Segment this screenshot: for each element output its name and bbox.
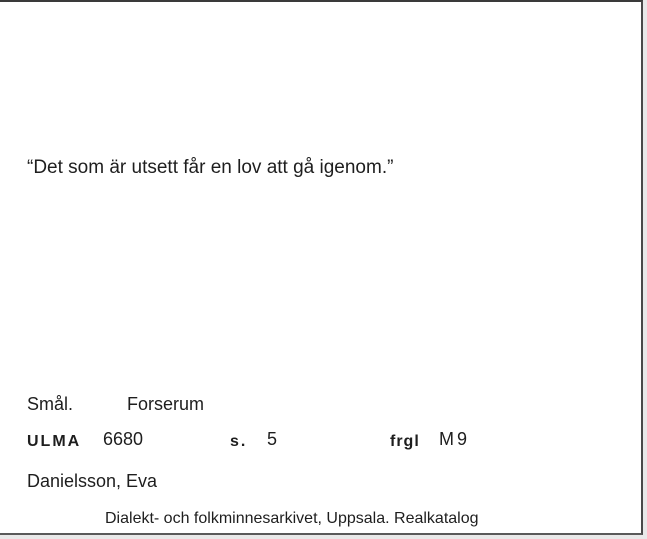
- archive-footer: Dialekt- och folkminnesarkivet, Uppsala. Realkatalog: [105, 510, 479, 527]
- page-number: 5: [267, 429, 278, 449]
- collector-name: Danielsson, Eva: [27, 471, 158, 491]
- page-label: s.: [230, 433, 248, 450]
- location-row: [27, 394, 205, 415]
- frgl-label: frgl: [390, 433, 420, 450]
- region-label: Smål.: [27, 394, 74, 414]
- frgl-value: M9: [439, 429, 471, 449]
- place-name: Forserum: [127, 394, 205, 414]
- ulma-number: 6680: [103, 429, 144, 449]
- ulma-label: ULMA: [27, 433, 82, 450]
- quote-text: “Det som är utsett får en lov att gå igenom.”: [27, 157, 394, 178]
